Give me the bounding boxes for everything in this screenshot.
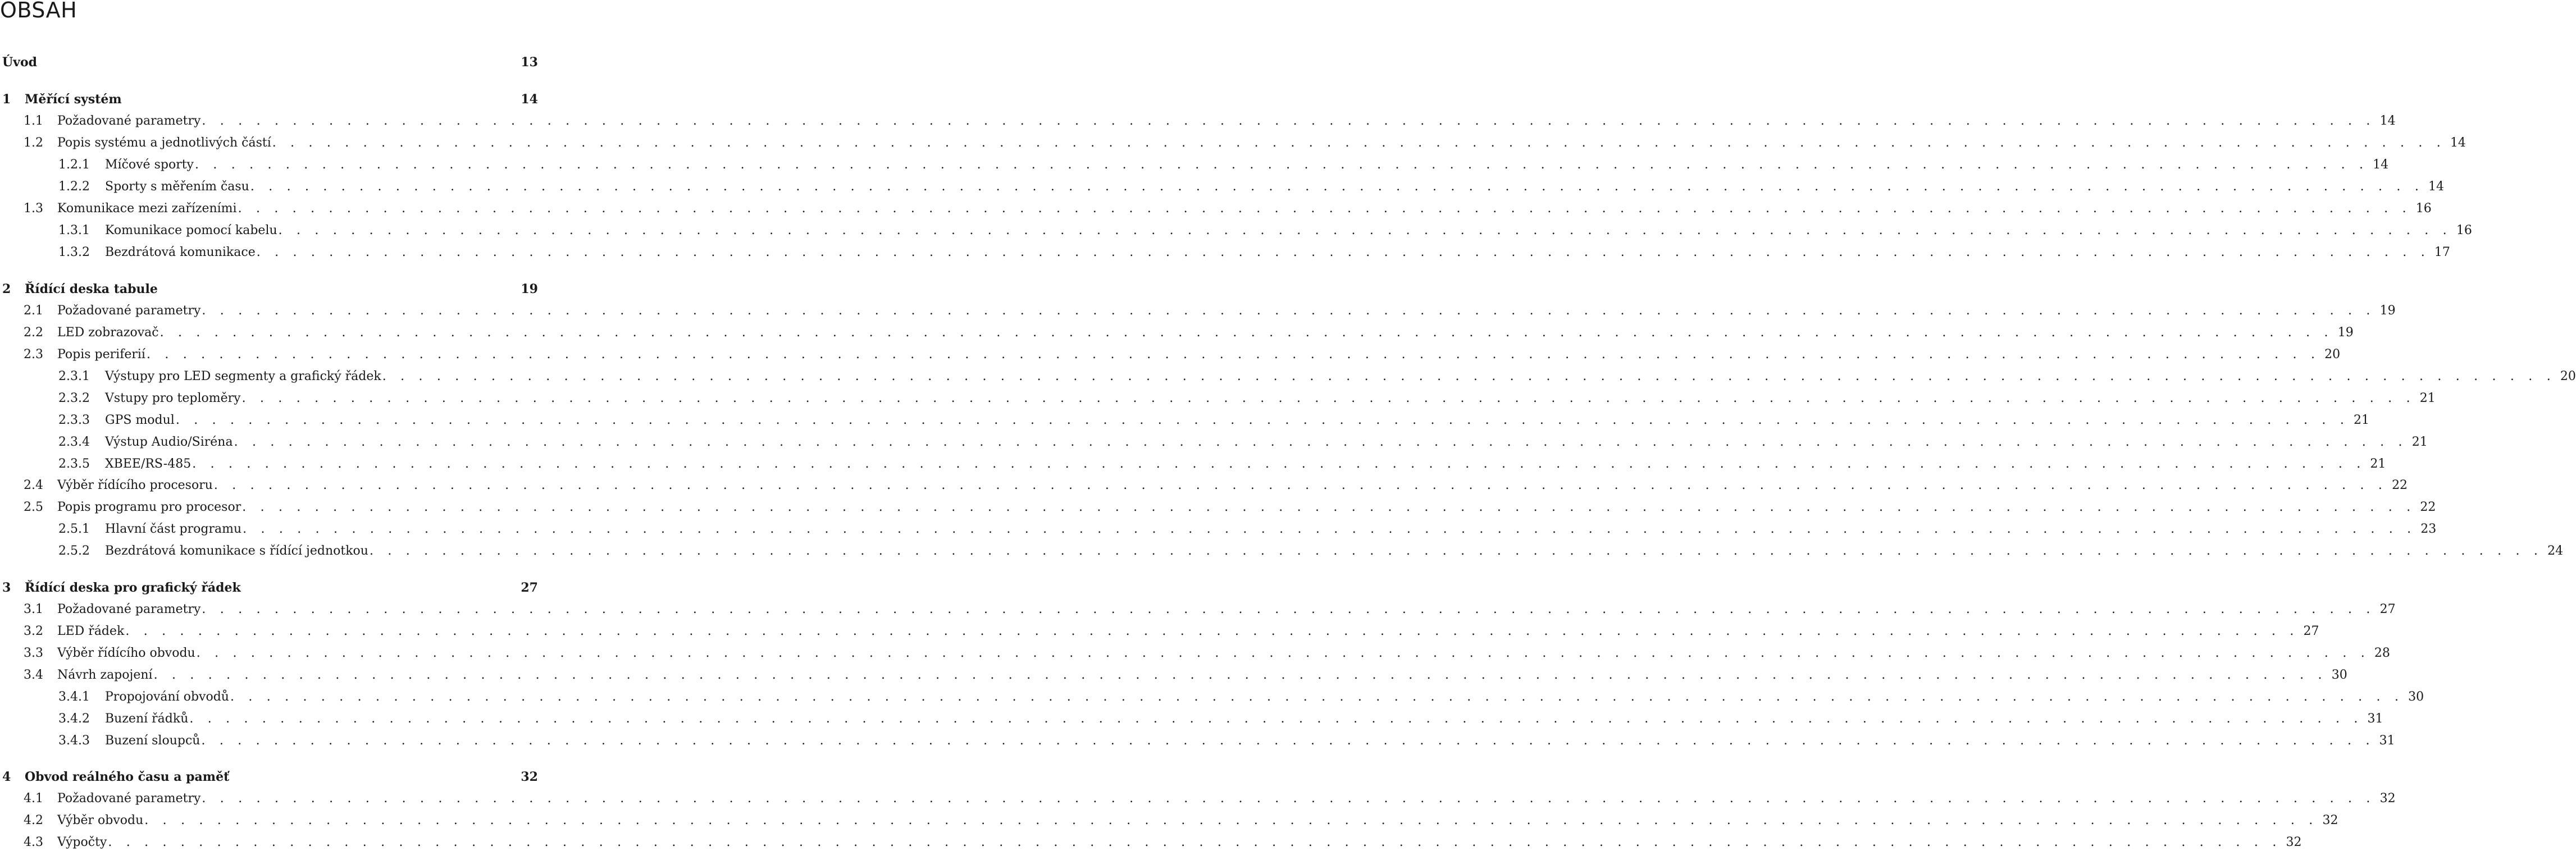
toc-page-number: 19 xyxy=(2337,326,2354,340)
toc-entry-number: 2.5.2 xyxy=(58,544,90,558)
toc-entry-title: Požadované parametry xyxy=(57,304,201,318)
toc-entry-title: Výběr řídícího obvodu xyxy=(57,646,195,660)
toc-chapter-entry[interactable] xyxy=(0,54,538,71)
toc-subsection-entry[interactable] xyxy=(0,434,2428,451)
toc-entry-number: 3.4.2 xyxy=(58,712,90,726)
toc-dot-leader: . . . . . . . . . . . . . . . . . . . . . . . . . . . . . . . . . . . . . . . . . . . . . . . . . . . . . . . . . . . . . . . . . . . . . . . . . . . . . . . . . . . . . . . . . . . . . . . . . . . . . . . . . . . . . . . . . . . . . . . . xyxy=(189,712,2363,726)
toc-entry-number: 1.1 xyxy=(24,114,43,128)
toc-page-number: 13 xyxy=(521,55,538,70)
toc-entry-number: 3.4.3 xyxy=(58,734,90,748)
toc-entry-title: Komunikace pomocí kabelu xyxy=(105,223,277,237)
toc-page-number: 16 xyxy=(2456,223,2472,237)
toc-dot-leader: . . . . . . . . . . . . . . . . . . . . . . . . . . . . . . . . . . . . . . . . . . . . . . . . . . . . . . . . . . . . . . . . . . . . . . . . . . . . . . . . . . . . . . . . . . . . . . . . . . . . . . . . . . . . . . . . . . . . . . . . xyxy=(369,544,2543,558)
toc-dot-leader: . . . . . . . . . . . . . . . . . . . . . . . . . . . . . . . . . . . . . . . . . . . . . . . . . . . . . . . . . . . . . . . . . . . . . . . . . . . . . . . . . . . . . . . . . . . . . . . . . . . . . . . . . . . . . . . . . . . . . . . . xyxy=(201,734,2375,748)
toc-entry-title: Vstupy pro teploměry xyxy=(105,391,241,405)
toc-page-number: 20 xyxy=(2560,369,2576,383)
toc-section-entry[interactable] xyxy=(0,499,2436,516)
toc-subsection-entry[interactable] xyxy=(0,390,2436,407)
toc-dot-leader: . . . . . . . . . . . . . . . . . . . . . . . . . . . . . . . . . . . . . . . . . . . . . . . . . . . . . . . . . . . . . . . . . . . . . . . . . . . . . . . . . . . . . . . . . . . . . . . . . . . . . . . . . . . . . . . . . . . . . . . . xyxy=(175,413,2350,427)
toc-page-number: 31 xyxy=(2379,734,2395,748)
toc-section-entry[interactable] xyxy=(0,834,2302,851)
toc-chapter-entry[interactable] xyxy=(0,579,538,596)
toc-entry-title: Měřící systém xyxy=(25,92,122,107)
toc-entry-title: Požadované parametry xyxy=(57,602,201,616)
toc-entry-number: 2.3 xyxy=(24,347,43,362)
toc-section-entry[interactable] xyxy=(0,790,2396,807)
toc-page-number: 27 xyxy=(2303,624,2319,638)
toc-chapter-entry[interactable] xyxy=(0,768,538,785)
toc-page-number: 27 xyxy=(521,580,538,595)
toc-subsection-entry[interactable] xyxy=(0,157,2389,173)
toc-dot-leader: . . . . . . . . . . . . . . . . . . . . . . . . . . . . . . . . . . . . . . . . . . . . . . . . . . . . . . . . . . . . . . . . . . . . . . . . . . . . . . . . . . . . . . . . . . . . . . . . . . . . . . . . . . . . . . . . . . . . . . . . xyxy=(144,813,2318,827)
toc-dot-leader: . . . . . . . . . . . . . . . . . . . . . . . . . . . . . . . . . . . . . . . . . . . . . . . . . . . . . . . . . . . . . . . . . . . . . . . . . . . . . . . . . . . . . . . . . . . . . . . . . . . . . . . . . . . . . . . . . . . . . . . . xyxy=(194,158,2369,172)
toc-entry-title: Výpočty xyxy=(57,835,107,849)
toc-page-number: 14 xyxy=(2450,136,2466,150)
toc-entry-title: Výběr řídícího procesoru xyxy=(57,478,213,492)
toc-dot-leader: . . . . . . . . . . . . . . . . . . . . . . . . . . . . . . . . . . . . . . . . . . . . . . . . . . . . . . . . . . . . . . . . . . . . . . . . . . . . . . . . . . . . . . . . . . . . . . . . . . . . . . . . . . . . . . . . . . . . . . . . xyxy=(242,500,2416,514)
toc-section-entry[interactable] xyxy=(0,303,2396,319)
toc-entry-title: Popis periferií xyxy=(57,347,145,362)
toc-dot-leader: . . . . . . . . . . . . . . . . . . . . . . . . . . . . . . . . . . . . . . . . . . . . . . . . . . . . . . . . . . . . . . . . . . . . . . . . . . . . . . . . . . . . . . . . . . . . . . . . . . . . . . . . . . . . . . . . . . . . . . . . xyxy=(234,435,2408,449)
toc-entry-number: 1.2.2 xyxy=(58,180,90,194)
toc-entry-title: Popis systému a jednotlivých částí xyxy=(57,136,271,150)
toc-page-number: 22 xyxy=(2392,478,2408,492)
toc-page-number: 19 xyxy=(2379,304,2396,318)
toc-page-number: 14 xyxy=(521,92,538,107)
toc-entry-title: Bezdrátová komunikace s řídící jednotkou xyxy=(105,544,368,558)
toc-subsection-entry[interactable] xyxy=(0,456,2386,473)
toc-entry-number: 4 xyxy=(2,770,11,784)
toc-entry-title: Komunikace mezi zařízeními xyxy=(57,202,237,216)
toc-dot-leader: . . . . . . . . . . . . . . . . . . . . . . . . . . . . . . . . . . . . . . . . . . . . . . . . . . . . . . . . . . . . . . . . . . . . . . . . . . . . . . . . . . . . . . . . . . . . . . . . . . . . . . . . . . . . . . . . . . . . . . . . xyxy=(278,223,2452,237)
toc-entry-number: 4.3 xyxy=(24,835,43,849)
toc-page-number: 21 xyxy=(2419,391,2436,405)
toc-page-number: 27 xyxy=(2379,602,2396,616)
toc-entry-number: 1.3.1 xyxy=(58,223,90,237)
toc-entry-title: Obvod reálného času a paměť xyxy=(25,770,230,784)
toc-page-number: 30 xyxy=(2331,668,2347,682)
toc-page-number: 32 xyxy=(2379,791,2396,806)
toc-dot-leader: . . . . . . . . . . . . . . . . . . . . . . . . . . . . . . . . . . . . . . . . . . . . . . . . . . . . . . . . . . . . . . . . . . . . . . . . . . . . . . . . . . . . . . . . . . . . . . . . . . . . . . . . . . . . . . . . . . . . . . . . xyxy=(256,245,2430,259)
toc-entry-number: 1 xyxy=(2,92,11,107)
toc-subsection-entry[interactable] xyxy=(0,711,2383,728)
toc-entry-number: 2.3.3 xyxy=(58,413,90,427)
toc-subsection-entry[interactable] xyxy=(0,689,2424,706)
toc-subsection-entry[interactable] xyxy=(0,222,2472,239)
toc-section-entry[interactable] xyxy=(0,667,2347,684)
toc-page-number: 30 xyxy=(2408,690,2424,704)
toc-section-entry[interactable] xyxy=(0,645,2390,662)
toc-section-entry[interactable] xyxy=(0,200,2432,217)
toc-entry-title: Požadované parametry xyxy=(57,791,201,806)
toc-entry-title: Propojování obvodů xyxy=(105,690,229,704)
toc-page-number: 24 xyxy=(2547,544,2564,558)
toc-page-number: 31 xyxy=(2367,712,2383,726)
toc-section-entry[interactable] xyxy=(0,601,2396,618)
toc-subsection-entry[interactable] xyxy=(0,521,2437,538)
toc-entry-number: 2.2 xyxy=(24,326,43,340)
toc-entry-title: Úvod xyxy=(2,55,38,70)
toc-entry-number: 3.4 xyxy=(24,668,43,682)
toc-entry-title: Požadované parametry xyxy=(57,114,201,128)
toc-dot-leader: . . . . . . . . . . . . . . . . . . . . . . . . . . . . . . . . . . . . . . . . . . . . . . . . . . . . . . . . . . . . . . . . . . . . . . . . . . . . . . . . . . . . . . . . . . . . . . . . . . . . . . . . . . . . . . . . . . . . . . . . xyxy=(213,478,2388,492)
toc-section-entry[interactable] xyxy=(0,113,2396,130)
toc-subsection-entry[interactable] xyxy=(0,733,2395,749)
toc-section-entry[interactable] xyxy=(0,346,2341,363)
toc-dot-leader: . . . . . . . . . . . . . . . . . . . . . . . . . . . . . . . . . . . . . . . . . . . . . . . . . . . . . . . . . . . . . . . . . . . . . . . . . . . . . . . . . . . . . . . . . . . . . . . . . . . . . . . . . . . . . . . . . . . . . . . . xyxy=(192,457,2366,471)
toc-dot-leader: . . . . . . . . . . . . . . . . . . . . . . . . . . . . . . . . . . . . . . . . . . . . . . . . . . . . . . . . . . . . . . . . . . . . . . . . . . . . . . . . . . . . . . . . . . . . . . . . . . . . . . . . . . . . . . . . . . . . . . . . xyxy=(159,326,2333,340)
toc-page-number: 28 xyxy=(2374,646,2390,660)
toc-dot-leader: . . . . . . . . . . . . . . . . . . . . . . . . . . . . . . . . . . . . . . . . . . . . . . . . . . . . . . . . . . . . . . . . . . . . . . . . . . . . . . . . . . . . . . . . . . . . . . . . . . . . . . . . . . . . . . . . . . . . . . . . xyxy=(243,522,2417,536)
toc-entry-number: 1.2.1 xyxy=(58,158,90,172)
toc-entry-number: 2.3.1 xyxy=(58,369,90,383)
toc-entry-title: Popis programu pro procesor xyxy=(57,500,241,514)
toc-section-entry[interactable] xyxy=(0,812,2338,829)
toc-entry-title: Řídící deska tabule xyxy=(25,282,158,296)
toc-dot-leader: . . . . . . . . . . . . . . . . . . . . . . . . . . . . . . . . . . . . . . . . . . . . . . . . . . . . . . . . . . . . . . . . . . . . . . . . . . . . . . . . . . . . . . . . . . . . . . . . . . . . . . . . . . . . . . . . . . . . . . . . xyxy=(202,602,2376,616)
toc-entry-title: Hlavní část programu xyxy=(105,522,242,536)
toc-page-number: 17 xyxy=(2434,245,2450,259)
toc-dot-leader: . . . . . . . . . . . . . . . . . . . . . . . . . . . . . . . . . . . . . . . . . . . . . . . . . . . . . . . . . . . . . . . . . . . . . . . . . . . . . . . . . . . . . . . . . . . . . . . . . . . . . . . . . . . . . . . . . . . . . . . . xyxy=(382,369,2556,383)
toc-entry-number: 2.5 xyxy=(24,500,43,514)
toc-subsection-entry[interactable] xyxy=(0,412,2370,429)
toc-entry-title: Sporty s měřením času xyxy=(105,180,249,194)
toc-entry-number: 3.2 xyxy=(24,624,43,638)
toc-chapter-entry[interactable] xyxy=(0,91,538,108)
toc-dot-leader: . . . . . . . . . . . . . . . . . . . . . . . . . . . . . . . . . . . . . . . . . . . . . . . . . . . . . . . . . . . . . . . . . . . . . . . . . . . . . . . . . . . . . . . . . . . . . . . . . . . . . . . . . . . . . . . . . . . . . . . . xyxy=(202,791,2376,806)
toc-entry-title: Buzení sloupců xyxy=(105,734,200,748)
toc-section-entry[interactable] xyxy=(0,324,2354,341)
toc-page-number: 14 xyxy=(2373,158,2389,172)
toc-subsection-entry[interactable] xyxy=(0,543,2564,560)
toc-entry-number: 3 xyxy=(2,580,11,595)
toc-entry-title: Míčové sporty xyxy=(105,158,194,172)
toc-subsection-entry[interactable] xyxy=(0,244,2450,261)
toc-entry-number: 2 xyxy=(2,282,11,296)
toc-entry-title: Výstup Audio/Siréna xyxy=(105,435,233,449)
toc-page-number: 14 xyxy=(2379,114,2396,128)
toc-entry-title: Buzení řádků xyxy=(105,712,189,726)
toc-entry-title: Bezdrátová komunikace xyxy=(105,245,256,259)
toc-page-number: 14 xyxy=(2428,180,2445,194)
toc-page-number: 21 xyxy=(2411,435,2428,449)
toc-entry-title: GPS modul xyxy=(105,413,175,427)
toc-entry-number: 3.1 xyxy=(24,602,43,616)
toc-entry-title: LED zobrazovač xyxy=(57,326,159,340)
toc-dot-leader: . . . . . . . . . . . . . . . . . . . . . . . . . . . . . . . . . . . . . . . . . . . . . . . . . . . . . . . . . . . . . . . . . . . . . . . . . . . . . . . . . . . . . . . . . . . . . . . . . . . . . . . . . . . . . . . . . . . . . . . . xyxy=(146,347,2320,362)
toc-subsection-entry[interactable] xyxy=(0,179,2445,195)
toc-entry-number: 3.3 xyxy=(24,646,43,660)
toc-dot-leader: . . . . . . . . . . . . . . . . . . . . . . . . . . . . . . . . . . . . . . . . . . . . . . . . . . . . . . . . . . . . . . . . . . . . . . . . . . . . . . . . . . . . . . . . . . . . . . . . . . . . . . . . . . . . . . . . . . . . . . . . xyxy=(272,136,2446,150)
toc-page-number: 32 xyxy=(521,770,538,784)
toc-page-number: 19 xyxy=(521,282,538,296)
toc-page-number: 23 xyxy=(2420,522,2437,536)
toc-dot-leader: . . . . . . . . . . . . . . . . . . . . . . . . . . . . . . . . . . . . . . . . . . . . . . . . . . . . . . . . . . . . . . . . . . . . . . . . . . . . . . . . . . . . . . . . . . . . . . . . . . . . . . . . . . . . . . . . . . . . . . . . xyxy=(250,180,2424,194)
toc-page-number: 21 xyxy=(2370,457,2386,471)
toc-entry-number: 4.2 xyxy=(24,813,43,827)
toc-entry-title: LED řádek xyxy=(57,624,125,638)
toc-entry-number: 2.5.1 xyxy=(58,522,90,536)
toc-entry-title: Řídící deska pro grafický řádek xyxy=(25,580,241,595)
toc-entry-number: 2.3.5 xyxy=(58,457,90,471)
toc-page-number: 21 xyxy=(2354,413,2370,427)
toc-dot-leader: . . . . . . . . . . . . . . . . . . . . . . . . . . . . . . . . . . . . . . . . . . . . . . . . . . . . . . . . . . . . . . . . . . . . . . . . . . . . . . . . . . . . . . . . . . . . . . . . . . . . . . . . . . . . . . . . . . . . . . . . xyxy=(108,835,2282,849)
toc-dot-leader: . . . . . . . . . . . . . . . . . . . . . . . . . . . . . . . . . . . . . . . . . . . . . . . . . . . . . . . . . . . . . . . . . . . . . . . . . . . . . . . . . . . . . . . . . . . . . . . . . . . . . . . . . . . . . . . . . . . . . . . . xyxy=(241,391,2415,405)
toc-section-entry[interactable] xyxy=(0,623,2319,640)
toc-page-number: 22 xyxy=(2420,500,2436,514)
toc-section-entry[interactable] xyxy=(0,135,2466,152)
toc-section-entry[interactable] xyxy=(0,477,2408,494)
toc-entry-number: 4.1 xyxy=(24,791,43,806)
toc-page-number: 32 xyxy=(2286,835,2302,849)
toc-dot-leader: . . . . . . . . . . . . . . . . . . . . . . . . . . . . . . . . . . . . . . . . . . . . . . . . . . . . . . . . . . . . . . . . . . . . . . . . . . . . . . . . . . . . . . . . . . . . . . . . . . . . . . . . . . . . . . . . . . . . . . . . xyxy=(202,114,2376,128)
toc-entry-title: XBEE/RS-485 xyxy=(105,457,192,471)
toc-entry-title: Výstupy pro LED segmenty a grafický řádek xyxy=(105,369,381,383)
toc-entry-number: 1.2 xyxy=(24,136,43,150)
toc-page-number: 32 xyxy=(2322,813,2338,827)
toc-dot-leader: . . . . . . . . . . . . . . . . . . . . . . . . . . . . . . . . . . . . . . . . . . . . . . . . . . . . . . . . . . . . . . . . . . . . . . . . . . . . . . . . . . . . . . . . . . . . . . . . . . . . . . . . . . . . . . . . . . . . . . . . xyxy=(196,646,2370,660)
toc-dot-leader: . . . . . . . . . . . . . . . . . . . . . . . . . . . . . . . . . . . . . . . . . . . . . . . . . . . . . . . . . . . . . . . . . . . . . . . . . . . . . . . . . . . . . . . . . . . . . . . . . . . . . . . . . . . . . . . . . . . . . . . . xyxy=(125,624,2299,638)
toc-subsection-entry[interactable] xyxy=(0,368,2576,385)
toc-dot-leader: . . . . . . . . . . . . . . . . . . . . . . . . . . . . . . . . . . . . . . . . . . . . . . . . . . . . . . . . . . . . . . . . . . . . . . . . . . . . . . . . . . . . . . . . . . . . . . . . . . . . . . . . . . . . . . . . . . . . . . . . xyxy=(238,202,2411,216)
toc-entry-number: 1.3 xyxy=(24,202,43,216)
toc-entry-number: 2.3.4 xyxy=(58,435,90,449)
toc-entry-number: 2.3.2 xyxy=(58,391,90,405)
toc-dot-leader: . . . . . . . . . . . . . . . . . . . . . . . . . . . . . . . . . . . . . . . . . . . . . . . . . . . . . . . . . . . . . . . . . . . . . . . . . . . . . . . . . . . . . . . . . . . . . . . . . . . . . . . . . . . . . . . . . . . . . . . . xyxy=(153,668,2327,682)
toc-entry-number: 1.3.2 xyxy=(58,245,90,259)
toc-chapter-entry[interactable] xyxy=(0,281,538,298)
toc-dot-leader: . . . . . . . . . . . . . . . . . . . . . . . . . . . . . . . . . . . . . . . . . . . . . . . . . . . . . . . . . . . . . . . . . . . . . . . . . . . . . . . . . . . . . . . . . . . . . . . . . . . . . . . . . . . . . . . . . . . . . . . . xyxy=(202,304,2376,318)
toc-entry-title: Návrh zapojení xyxy=(57,668,153,682)
toc-entry-number: 2.1 xyxy=(24,304,43,318)
toc-entry-number: 3.4.1 xyxy=(58,690,90,704)
toc-entry-number: 2.4 xyxy=(24,478,43,492)
page-title: OBSAH xyxy=(0,0,77,22)
toc-page-number: 20 xyxy=(2324,347,2341,362)
toc-entry-title: Výběr obvodu xyxy=(57,813,144,827)
toc-page-number: 16 xyxy=(2415,202,2432,216)
toc-dot-leader: . . . . . . . . . . . . . . . . . . . . . . . . . . . . . . . . . . . . . . . . . . . . . . . . . . . . . . . . . . . . . . . . . . . . . . . . . . . . . . . . . . . . . . . . . . . . . . . . . . . . . . . . . . . . . . . . . . . . . . . . xyxy=(230,690,2404,704)
